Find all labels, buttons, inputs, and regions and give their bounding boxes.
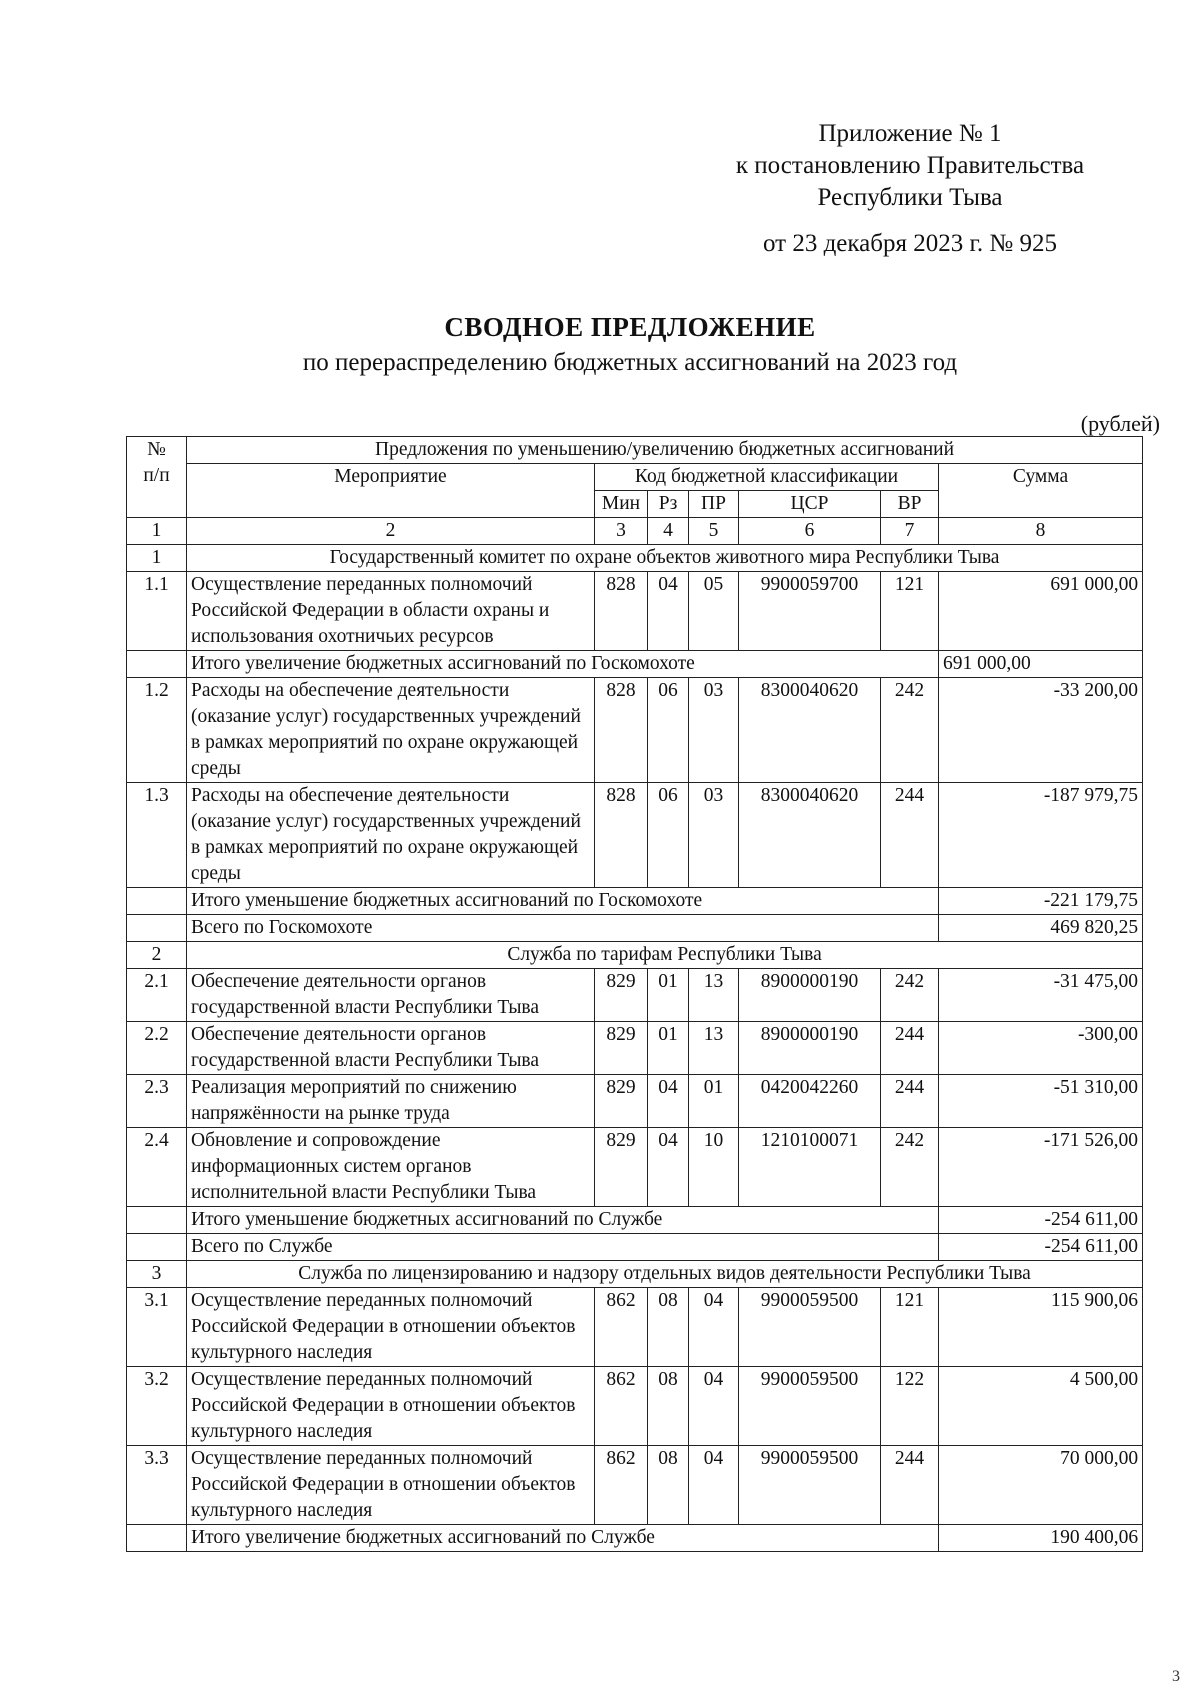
row-vr: 242 bbox=[881, 969, 939, 1022]
row-event: Расходы на обеспечение деятельности (оказание услуг) государственных учреждений в рамках мероприятий по охране окружающей среды bbox=[187, 783, 595, 888]
row-pr: 13 bbox=[689, 969, 739, 1022]
row-number: 1.3 bbox=[127, 783, 187, 888]
header-sum: Сумма bbox=[939, 464, 1143, 518]
row-pr: 03 bbox=[689, 783, 739, 888]
row-pr: 13 bbox=[689, 1022, 739, 1075]
row-csr: 8900000190 bbox=[739, 969, 881, 1022]
row-vr: 244 bbox=[881, 1022, 939, 1075]
header-row-1 bbox=[127, 437, 1143, 464]
row-vr: 121 bbox=[881, 1288, 939, 1367]
document-subtitle: по перераспределению бюджетных ассигнований на 2023 год bbox=[302, 349, 958, 376]
section-row bbox=[127, 942, 1143, 969]
row-number: 1.2 bbox=[127, 678, 187, 783]
subtotal-label: Итого увеличение бюджетных ассигнований по Госкомохоте bbox=[187, 651, 939, 678]
document-title: СВОДНОЕ ПРЕДЛОЖЕНИЕ bbox=[444, 312, 816, 342]
header-pp: п/п bbox=[143, 465, 170, 486]
row-number: 3.1 bbox=[127, 1288, 187, 1367]
subtotal-row bbox=[127, 888, 1143, 915]
row-rz: 04 bbox=[648, 1128, 689, 1207]
row-number: 2.1 bbox=[127, 969, 187, 1022]
row-event: Осуществление переданных полномочий Российской Федерации в области охраны и использования охотничьих ресурсов bbox=[187, 572, 595, 651]
row-number: 2.2 bbox=[127, 1022, 187, 1075]
table-row bbox=[127, 1128, 1143, 1207]
section-title: Служба по тарифам Республики Тыва bbox=[187, 942, 1143, 969]
row-sum: -300,00 bbox=[939, 1022, 1143, 1075]
row-pr: 04 bbox=[689, 1288, 739, 1367]
row-vr: 244 bbox=[881, 1075, 939, 1128]
row-min: 829 bbox=[595, 1022, 648, 1075]
subtotal-row bbox=[127, 1525, 1143, 1552]
row-vr: 121 bbox=[881, 572, 939, 651]
column-numbers-row bbox=[127, 518, 1143, 545]
row-sum: 4 500,00 bbox=[939, 1367, 1143, 1446]
units-label: (рублей) bbox=[1080, 411, 1160, 436]
row-rz: 04 bbox=[648, 572, 689, 651]
row-event: Осуществление переданных полномочий Российской Федерации в отношении объектов культурного наследия bbox=[187, 1367, 595, 1446]
row-pr: 03 bbox=[689, 678, 739, 783]
subtotal-label: Итого уменьшение бюджетных ассигнований по Госкомохоте bbox=[187, 888, 939, 915]
header-vr: ВР bbox=[881, 491, 939, 518]
row-vr: 242 bbox=[881, 678, 939, 783]
row-rz: 08 bbox=[648, 1446, 689, 1525]
row-min: 862 bbox=[595, 1446, 648, 1525]
row-csr: 9900059500 bbox=[739, 1288, 881, 1367]
row-rz: 08 bbox=[648, 1288, 689, 1367]
header-csr: ЦСР bbox=[739, 491, 881, 518]
row-rz: 01 bbox=[648, 969, 689, 1022]
col-num-4: 4 bbox=[648, 518, 689, 545]
appendix-number: Приложение № 1 bbox=[818, 120, 1002, 147]
row-rz: 04 bbox=[648, 1075, 689, 1128]
row-csr: 9900059500 bbox=[739, 1446, 881, 1525]
row-rz: 06 bbox=[648, 783, 689, 888]
table-row bbox=[127, 969, 1143, 1022]
subtotal-label: Итого уменьшение бюджетных ассигнований по Службе bbox=[187, 1207, 939, 1234]
row-vr: 244 bbox=[881, 783, 939, 888]
row-sum: -51 310,00 bbox=[939, 1075, 1143, 1128]
row-csr: 0420042260 bbox=[739, 1075, 881, 1128]
header-no: № bbox=[147, 439, 166, 460]
total-sum: -254 611,00 bbox=[939, 1234, 1143, 1261]
total-label: Всего по Службе bbox=[187, 1234, 939, 1261]
table-row bbox=[127, 678, 1143, 783]
header-number-cell bbox=[127, 437, 187, 518]
row-event: Осуществление переданных полномочий Российской Федерации в отношении объектов культурного наследия bbox=[187, 1288, 595, 1367]
row-sum: 70 000,00 bbox=[939, 1446, 1143, 1525]
table-row bbox=[127, 1288, 1143, 1367]
row-rz: 01 bbox=[648, 1022, 689, 1075]
row-event: Реализация мероприятий по снижению напряжённости на рынке труда bbox=[187, 1075, 595, 1128]
row-min: 862 bbox=[595, 1367, 648, 1446]
row-event: Осуществление переданных полномочий Российской Федерации в отношении объектов культурного наследия bbox=[187, 1446, 595, 1525]
section-number: 1 bbox=[127, 545, 187, 572]
row-sum: -33 200,00 bbox=[939, 678, 1143, 783]
table-row bbox=[127, 1367, 1143, 1446]
section-row bbox=[127, 545, 1143, 572]
section-number: 2 bbox=[127, 942, 187, 969]
row-vr: 122 bbox=[881, 1367, 939, 1446]
row-min: 829 bbox=[595, 1075, 648, 1128]
col-num-1: 1 bbox=[127, 518, 187, 545]
row-min: 862 bbox=[595, 1288, 648, 1367]
header-pr: ПР bbox=[689, 491, 739, 518]
section-title: Государственный комитет по охране объектов животного мира Республики Тыва bbox=[187, 545, 1143, 572]
row-pr: 04 bbox=[689, 1367, 739, 1446]
row-event: Расходы на обеспечение деятельности (оказание услуг) государственных учреждений в рамках мероприятий по охране окружающей среды bbox=[187, 678, 595, 783]
table-row bbox=[127, 1446, 1143, 1525]
table-row bbox=[127, 1075, 1143, 1128]
header-proposals: Предложения по уменьшению/увеличению бюджетных ассигнований bbox=[187, 437, 1143, 464]
col-num-3: 3 bbox=[595, 518, 648, 545]
row-min: 828 bbox=[595, 678, 648, 783]
row-sum: 691 000,00 bbox=[939, 572, 1143, 651]
header-min: Мин bbox=[595, 491, 648, 518]
table-row bbox=[127, 1022, 1143, 1075]
total-sum: 469 820,25 bbox=[939, 915, 1143, 942]
header-rz: Рз bbox=[648, 491, 689, 518]
row-csr: 8300040620 bbox=[739, 678, 881, 783]
row-sum: -31 475,00 bbox=[939, 969, 1143, 1022]
row-event: Обновление и сопровождение информационных систем органов исполнительной власти Республики Тыва bbox=[187, 1128, 595, 1207]
row-rz: 08 bbox=[648, 1367, 689, 1446]
row-csr: 8300040620 bbox=[739, 783, 881, 888]
row-pr: 10 bbox=[689, 1128, 739, 1207]
header-row-2 bbox=[127, 464, 1143, 491]
row-pr: 01 bbox=[689, 1075, 739, 1128]
section-number: 3 bbox=[127, 1261, 187, 1288]
row-min: 829 bbox=[595, 1128, 648, 1207]
row-min: 829 bbox=[595, 969, 648, 1022]
subtotal-sum: 190 400,06 bbox=[939, 1525, 1143, 1552]
appendix-block bbox=[700, 118, 1120, 260]
row-number: 3.3 bbox=[127, 1446, 187, 1525]
row-sum: -171 526,00 bbox=[939, 1128, 1143, 1207]
appendix-republic: Республики Тыва bbox=[817, 184, 1003, 211]
appendix-decree: к постановлению Правительства bbox=[735, 152, 1085, 179]
subtotal-sum: -221 179,75 bbox=[939, 888, 1143, 915]
row-csr: 8900000190 bbox=[739, 1022, 881, 1075]
page-mark: 3 bbox=[1172, 1668, 1180, 1685]
row-sum: 115 900,06 bbox=[939, 1288, 1143, 1367]
subtotal-sum: 691 000,00 bbox=[939, 651, 1143, 678]
row-csr: 9900059700 bbox=[739, 572, 881, 651]
row-rz: 06 bbox=[648, 678, 689, 783]
col-num-6: 6 bbox=[739, 518, 881, 545]
table-row bbox=[127, 572, 1143, 651]
table-row bbox=[127, 783, 1143, 888]
subtotal-sum: -254 611,00 bbox=[939, 1207, 1143, 1234]
row-pr: 04 bbox=[689, 1446, 739, 1525]
row-number: 2.3 bbox=[127, 1075, 187, 1128]
row-pr: 05 bbox=[689, 572, 739, 651]
subtotal-row bbox=[127, 1207, 1143, 1234]
budget-table bbox=[126, 436, 1143, 1552]
row-event: Обеспечение деятельности органов государственной власти Республики Тыва bbox=[187, 1022, 595, 1075]
row-sum: -187 979,75 bbox=[939, 783, 1143, 888]
subtotal-row bbox=[127, 651, 1143, 678]
col-num-8: 8 bbox=[939, 518, 1143, 545]
col-num-5: 5 bbox=[689, 518, 739, 545]
row-csr: 9900059500 bbox=[739, 1367, 881, 1446]
row-vr: 244 bbox=[881, 1446, 939, 1525]
total-row bbox=[127, 1234, 1143, 1261]
row-csr: 1210100071 bbox=[739, 1128, 881, 1207]
row-number: 3.2 bbox=[127, 1367, 187, 1446]
row-min: 828 bbox=[595, 783, 648, 888]
col-num-7: 7 bbox=[881, 518, 939, 545]
subtotal-label: Итого увеличение бюджетных ассигнований по Службе bbox=[187, 1525, 939, 1552]
header-event: Мероприятие bbox=[187, 464, 595, 518]
total-row bbox=[127, 915, 1143, 942]
header-code: Код бюджетной классификации bbox=[595, 464, 939, 491]
row-vr: 242 bbox=[881, 1128, 939, 1207]
row-number: 2.4 bbox=[127, 1128, 187, 1207]
row-event: Обеспечение деятельности органов государственной власти Республики Тыва bbox=[187, 969, 595, 1022]
row-min: 828 bbox=[595, 572, 648, 651]
section-title: Служба по лицензированию и надзору отдельных видов деятельности Республики Тыва bbox=[187, 1261, 1143, 1288]
total-label: Всего по Госкомохоте bbox=[187, 915, 939, 942]
appendix-date: от 23 декабря 2023 г. № 925 bbox=[762, 230, 1058, 257]
row-number: 1.1 bbox=[127, 572, 187, 651]
section-row bbox=[127, 1261, 1143, 1288]
col-num-2: 2 bbox=[187, 518, 595, 545]
